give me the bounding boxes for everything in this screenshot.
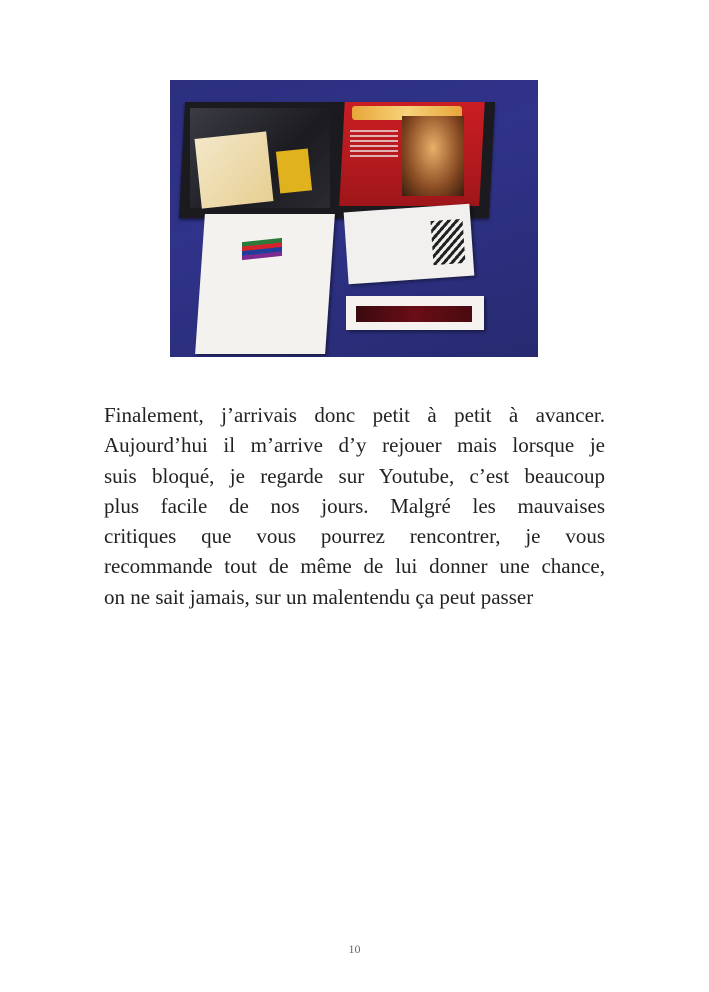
paragraph-line: suis bloqué, je regarde sur Youtube, c’est beaucoup bbox=[104, 463, 605, 488]
game-box-photo bbox=[170, 80, 538, 357]
paragraph-line: Finalement, j’arrivais donc petit à petit à avancer. bbox=[104, 403, 605, 427]
paragraph-line: recommande tout de même de lui donner une chance, bbox=[104, 554, 605, 579]
cover-artwork bbox=[402, 116, 464, 196]
paragraph-line: plus facile de nos jours. Malgré les mauvaises bbox=[104, 493, 605, 518]
manual-page bbox=[195, 131, 274, 208]
body-paragraph bbox=[104, 400, 605, 612]
page-number: 10 bbox=[348, 942, 361, 956]
paragraph-line: on ne sait jamais, sur un malentendu ça peut passer bbox=[104, 584, 534, 609]
envelope-hatching bbox=[431, 219, 466, 265]
paragraph-line: critiques que vous pourrez rencontrer, je vous bbox=[104, 524, 605, 549]
yellow-card bbox=[276, 148, 312, 193]
red-filter-strip bbox=[356, 306, 472, 322]
cover-text bbox=[350, 130, 398, 160]
white-booklet bbox=[195, 214, 335, 354]
paragraph-line: Aujourd’hui il m’arrive d’y rejouer mais lorsque je bbox=[104, 433, 605, 458]
